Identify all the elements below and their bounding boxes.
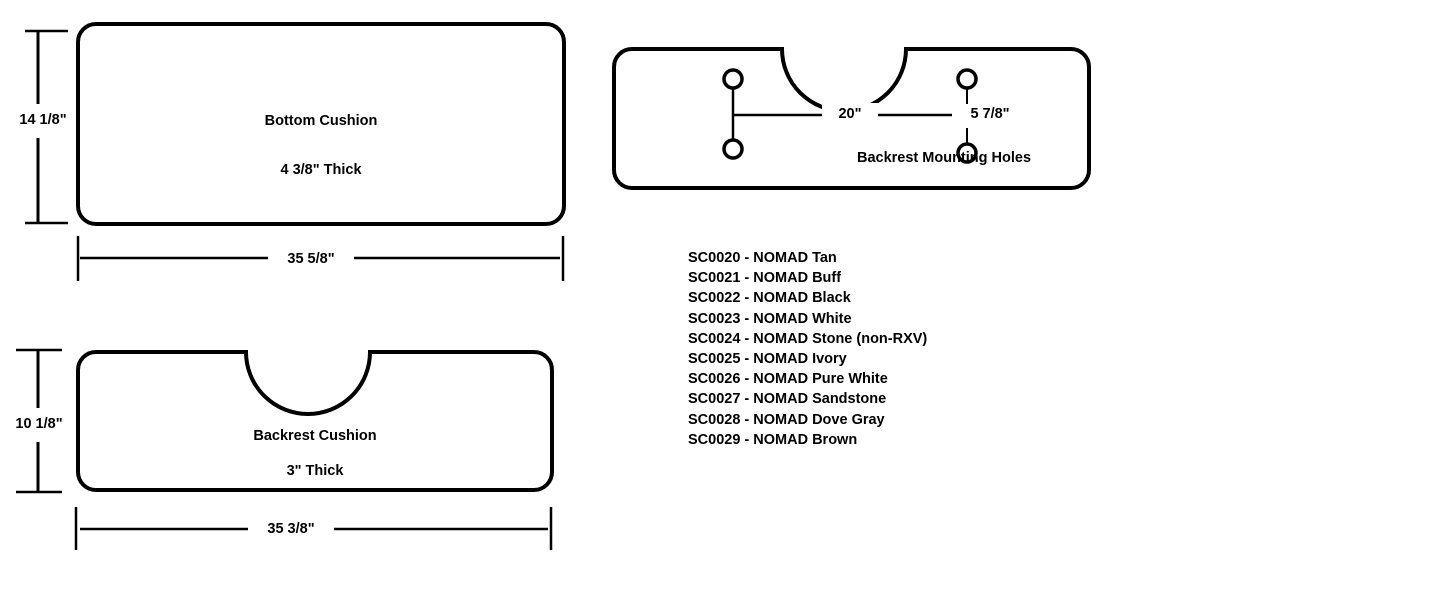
backrest-cushion-width-label: 35 3/8": [267, 521, 315, 537]
mounting-holes-horizontal-label: 20": [838, 106, 862, 122]
list-item: SC0026 - NOMAD Pure White: [688, 371, 888, 388]
list-item: SC0027 - NOMAD Sandstone: [688, 391, 887, 408]
mounting-holes-vertical-label: 5 7/8": [970, 106, 1010, 122]
list-item: SC0023 - NOMAD White: [688, 310, 852, 327]
list-item: SC0028 - NOMAD Dove Gray: [688, 411, 885, 428]
list-item: SC0025 - NOMAD Ivory: [688, 351, 847, 368]
bottom-cushion-width-label: 35 5/8": [287, 251, 335, 267]
list-item: SC0021 - NOMAD Buff: [688, 270, 842, 287]
backrest-cushion-thickness-label: 3" Thick: [286, 463, 344, 479]
bottom-cushion-height-label: 14 1/8": [19, 112, 67, 128]
list-item: SC0024 - NOMAD Stone (non-RXV): [688, 330, 928, 347]
bottom-cushion-name-label: Bottom Cushion: [264, 113, 378, 129]
list-item: SC0029 - NOMAD Brown: [688, 431, 858, 448]
bottom-cushion-thickness-label: 4 3/8" Thick: [280, 162, 362, 178]
list-item: SC0022 - NOMAD Black: [688, 290, 851, 307]
part-number-list: [688, 248, 927, 450]
backrest-cushion-height-label: 10 1/8": [15, 416, 63, 432]
list-item: SC0020 - NOMAD Tan: [688, 250, 837, 266]
backrest-mounting-holes-label: Backrest Mounting Holes: [856, 150, 1032, 166]
backrest-cushion-name-label: Backrest Cushion: [253, 428, 377, 444]
